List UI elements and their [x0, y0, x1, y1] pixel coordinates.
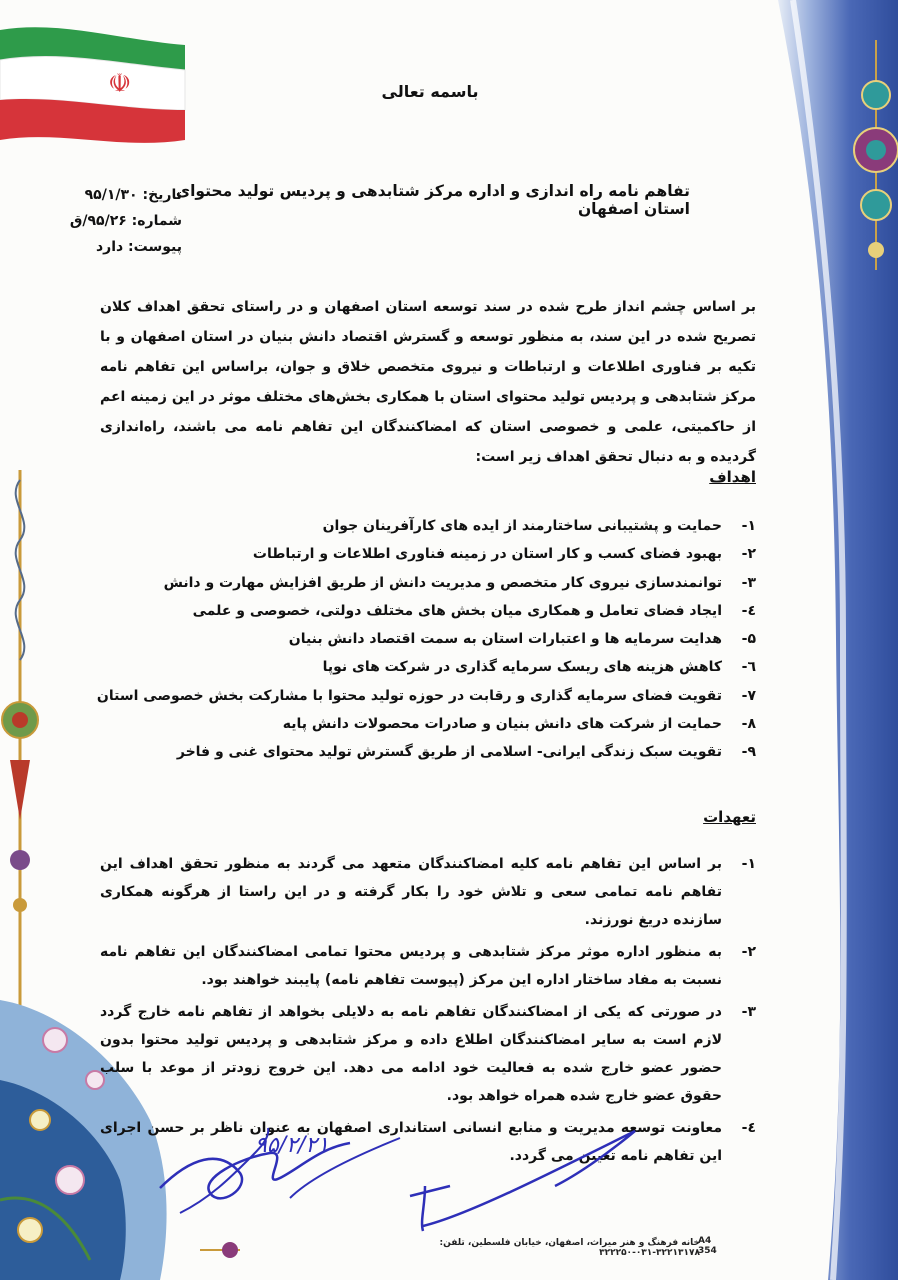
- signature-right: [405, 1126, 645, 1236]
- commitment-text: بر اساس این تفاهم نامه کلیه امضاکنندگان متعهد می گردند به منظور تحقق اهداف این تفاهم نامه تمامی سعی و تلاش خود را بکار گرفته و در این راستا از هرگونه همکاری سازنده دریغ نورزند.: [100, 856, 722, 928]
- commitments-heading: تعهدات: [703, 808, 756, 826]
- goal-item: [150, 512, 756, 540]
- commitment-text: به منظور اداره موثر مرکز شتابدهی و پردیس محتوا تمامی امضاکنندگان این تفاهم نامه نسبت به مفاد ساختار اداره این مرکز (پیوست تفاهم نامه) پایبند خواهند بود.: [100, 944, 722, 988]
- document-title: تفاهم نامه راه اندازی و اداره مرکز شتابدهی و پردیس تولید محتوای استان اصفهان: [175, 182, 690, 218]
- svg-text:☫: ☫: [108, 69, 132, 99]
- goals-heading: اهداف: [709, 468, 756, 486]
- goal-text: توانمندسازی نیروی کار متخصص و مدیریت دانش از طریق افزایش مهارت و دانش: [163, 574, 722, 591]
- goal-text: هدایت سرمایه ها و اعتبارات استان به سمت اقتصاد دانش بنیان: [288, 631, 722, 648]
- goal-item: [150, 569, 756, 597]
- page-number: 354: [698, 1246, 717, 1256]
- goal-text: بهبود فضای کسب و کار استان در زمینه فناوری اطلاعات و ارتباطات: [252, 546, 722, 563]
- goal-number: ۱-: [741, 518, 756, 534]
- rose-ornament-icon: [200, 1242, 240, 1258]
- commitment-number: ۱-: [741, 856, 756, 872]
- goal-item: [150, 625, 756, 653]
- commitment-text: معاونت توسعه مدیریت و منابع انسانی استانداری اصفهان به عنوان ناظر بر حسن اجرای این تفاهم نامه تعیین می گردد.: [100, 1120, 722, 1164]
- commitment-item: [100, 998, 756, 1110]
- page-size: A4: [698, 1236, 712, 1246]
- goal-text: تقویت فضای سرمایه گذاری و رقابت در حوزه تولید محتوا با مشارکت بخش خصوصی استان: [96, 687, 722, 704]
- goal-number: ۷-: [741, 687, 756, 704]
- commitment-item: [100, 938, 756, 994]
- goal-number: ۵-: [741, 631, 756, 648]
- goal-text: حمایت از شرکت های دانش بنیان و صادرات محصولات دانش پایه: [282, 716, 722, 733]
- goal-text: حمایت و پشتیبانی ساختارمند از ایده های کارآفرینان جوان: [322, 518, 722, 534]
- goal-item: [150, 710, 756, 738]
- goal-number: ۹-: [741, 744, 756, 761]
- goal-number: ۲-: [741, 546, 756, 563]
- footer-address: خانه فرهنگ و هنر میراث، اصفهان، خیابان فلسطین، تلفن: ۳۲۲۱۳۱۷۸-۰۳۱-۳۲۲۲۵۰: [439, 1238, 700, 1258]
- meta-attachment: پیوست: دارد: [95, 239, 182, 255]
- meta-number: شماره: ۹۵/۲۶/ق: [69, 213, 182, 229]
- goal-item: [150, 738, 756, 766]
- page-code: [698, 1236, 717, 1256]
- meta-date: تاریخ: ۹۵/۱/۳۰: [84, 187, 182, 203]
- goal-text: کاهش هزینه های ریسک سرمایه گذاری در شرکت های نوپا: [322, 659, 722, 676]
- commitment-number: ۳-: [741, 1004, 756, 1020]
- goal-item: [150, 540, 756, 568]
- goal-number: ۸-: [741, 716, 756, 733]
- document-meta: [62, 182, 182, 260]
- goal-number: ۳-: [741, 574, 756, 591]
- basmala-heading: باسمه تعالی: [381, 82, 479, 101]
- goal-number: ٦-: [741, 659, 756, 676]
- goal-number: ٤-: [741, 602, 756, 619]
- commitment-number: ۲-: [741, 944, 756, 960]
- signature-left: [150, 1118, 410, 1228]
- right-decorative-band: [738, 0, 898, 1280]
- intro-paragraph: بر اساس چشم انداز طرح شده در سند توسعه استان اصفهان و در راستای تحقق اهداف کلان تصریح شده در این سند، به منظور توسعه و گسترش اقتصاد دانش بنیان در استان اصفهان و با تکیه بر فناوری اطلاعات و ارتباطات و نیروی متخصص خلاق و جوان، براساس این تفاهم نامه مرکز شتابدهی و پردیس تولید محتوای استان با همکاری بخش‌های مختلف موثر در این زمینه اعم از حاکمیتی، علمی و خصوصی استان که امضاکنندگان این تفاهم نامه می باشند، راه‌اندازی گردیده و به دنبال تحقق اهداف زیر است:: [100, 299, 756, 465]
- goal-item: [96, 682, 756, 710]
- commitment-number: ٤-: [741, 1120, 756, 1136]
- goal-text: تقویت سبک زندگی ایرانی- اسلامی از طریق گسترش تولید محتوای غنی و فاخر: [176, 744, 722, 761]
- signature-date: ۹۵/۲/۲۱: [255, 1133, 329, 1158]
- goals-list: [96, 512, 756, 767]
- goal-text: ایجاد فضای تعامل و همکاری میان بخش های مختلف دولتی، خصوصی و علمی: [192, 602, 722, 619]
- commitment-text: در صورتی که یکی از امضاکنندگان تفاهم نامه به دلایلی بخواهد از تفاهم نامه خارج گردد لازم است به سایر امضاکنندگان اطلاع داده و مرکز شتابدهی و پردیس تولید محتوا بدون حضور عضو خارج شده به فعالیت خود ادامه می دهد. این خروج زودتر از موعد با سلب حقوق عضو خارج شده همراه خواهد بود.: [100, 1004, 722, 1104]
- goal-item: [150, 597, 756, 625]
- iran-flag-icon: [0, 27, 185, 143]
- goal-item: [150, 653, 756, 681]
- commitment-item: [100, 850, 756, 934]
